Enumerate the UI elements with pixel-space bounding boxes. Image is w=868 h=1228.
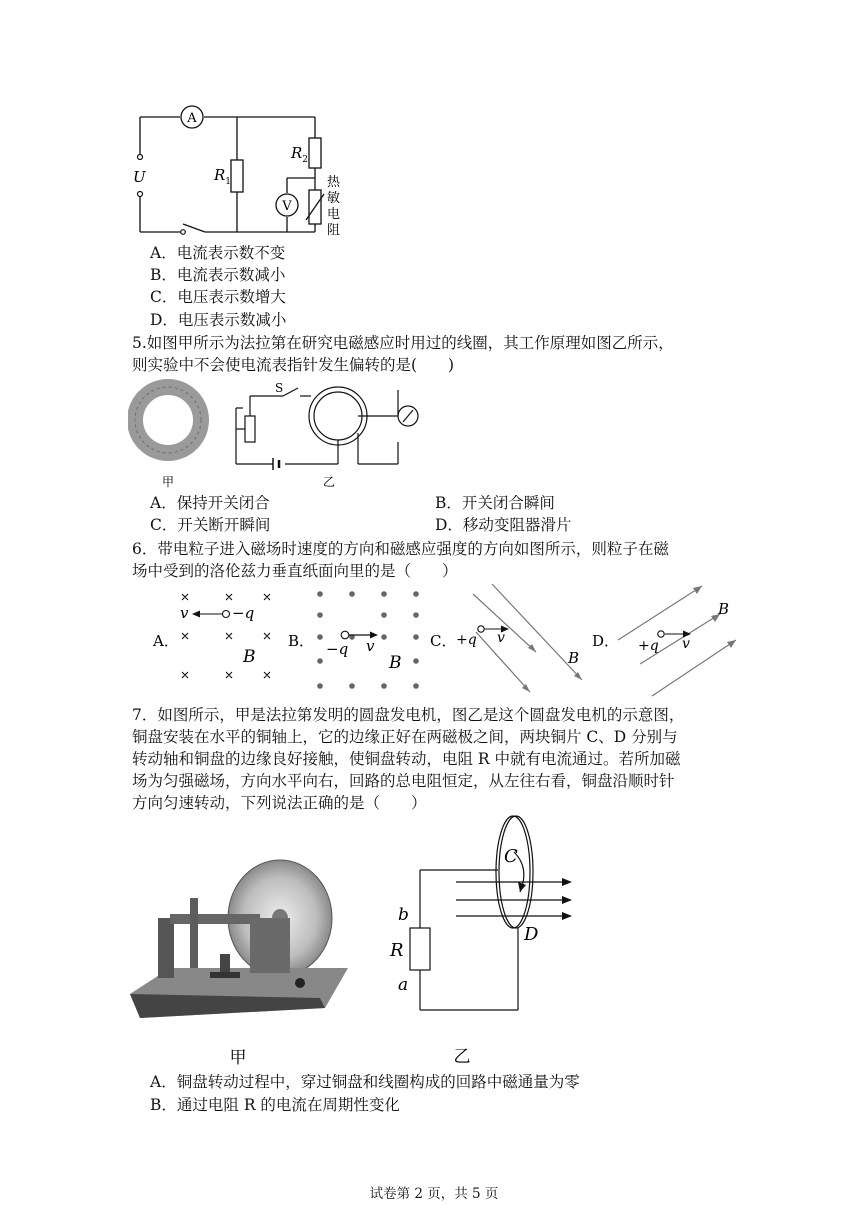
opt-d-b: B [718,600,730,618]
q5-option-c: C．开关断开瞬间 [150,516,271,534]
q7-stem-line-5: 方向匀速转动，下列说法正确的是（ ） [132,794,427,812]
opt-a-label: A． [153,632,179,650]
svg-text:R2 [290,144,308,165]
opt-d-label: D． [592,632,620,650]
r2-subscript: 2 [302,155,309,165]
q5-option-a: A．保持开关闭合 [150,494,270,512]
opt-a-b: B [243,647,256,667]
q5-stem-line-1: 5.如图甲所示为法拉第在研究电磁感应时用过的线圈，其工作原理如图乙所示， [132,334,674,352]
r1-label: R [214,166,226,184]
opt-c-q: +q [456,632,477,648]
q6-figure [140,584,750,698]
q4-option-c: C．电压表示数增大 [150,288,286,306]
label-d: D [524,924,539,945]
q4-option-a: A．电流表示数不变 [150,244,286,262]
thermistor-char-4: 阻 [327,223,341,238]
svg-text:R1 [213,166,231,187]
label-c: C [504,846,518,867]
q7-option-b: B．通过电阻 R 的电流在周期性变化 [150,1096,400,1114]
q6-stem-line-2: 场中受到的洛伦兹力垂直纸面向里的是（ ） [132,562,458,580]
q5-option-d: D．移动变阻器滑片 [435,516,572,534]
thermistor-char-3: 电 [327,207,341,222]
opt-b-q: −q [326,640,349,658]
opt-d-q: +q [638,638,659,654]
label-r: R [390,940,404,961]
q7-stem-line-1: 7．如图所示，甲是法拉第发明的圆盘发电机，图乙是这个圆盘发电机的示意图， [132,706,685,724]
label-a: a [398,975,409,995]
fig-label-jia: 甲 [161,475,175,489]
q4-option-d: D．电压表示数减小 [150,311,287,329]
opt-d-v: v [682,636,690,652]
opt-c-b: B [568,649,580,667]
q7-stem-line-2: 铜盘安装在水平的铜轴上，它的边缘正好在两磁极之间，两块铜片 C、D 分别与 [132,728,678,746]
ammeter-label: A [187,111,197,126]
opt-c-label: C． [430,632,457,650]
opt-b-v: v [366,637,375,655]
q4-circuit-diagram [125,100,365,240]
label-b: b [398,905,409,925]
voltmeter-label: V [282,199,292,214]
opt-b-b: B [389,653,402,673]
fig-label-jia-q7: 甲 [229,1048,247,1068]
q5-option-b: B．开关闭合瞬间 [435,494,555,512]
q4-option-b: B．电流表示数减小 [150,266,286,284]
source-label: U [133,168,146,186]
opt-c-v: v [497,630,505,646]
opt-a-q: −q [232,604,255,622]
disk-generator-photo [130,858,350,1068]
fig-label-yi: 乙 [323,475,336,489]
r1-subscript: 1 [225,177,232,187]
page-footer: 试卷第 2 页，共 5 页 [369,1186,499,1202]
fig-label-yi-q7: 乙 [453,1047,471,1067]
opt-a-v: v [180,604,189,622]
q7-stem-line-3: 转动轴和铜盘的边缘良好接触，使铜盘转动，电阻 R 中就有电流通过。若所加磁 [132,750,681,768]
q5-stem-line-2: 则实验中不会使电流表指针发生偏转的是( ) [132,356,455,374]
thermistor-char-2: 敏 [327,191,341,206]
q7-stem-line-4: 场为匀强磁场，方向水平向右，回路的总电阻恒定，从左往右看，铜盘沿顺时针 [132,772,675,790]
q7-option-a: A．铜盘转动过程中，穿过铜盘和线圈构成的回路中磁通量为零 [150,1073,580,1091]
q5-figure [128,378,428,490]
r2-label: R [291,144,303,162]
disk-generator-schematic [380,812,580,1068]
switch-label: S [275,381,284,395]
opt-b-label: B． [288,632,315,650]
thermistor-char-1: 热 [327,175,341,190]
q6-stem-line-1: 6．带电粒子进入磁场时速度的方向和磁感应强度的方向如图所示，则粒子在磁 [132,540,669,558]
